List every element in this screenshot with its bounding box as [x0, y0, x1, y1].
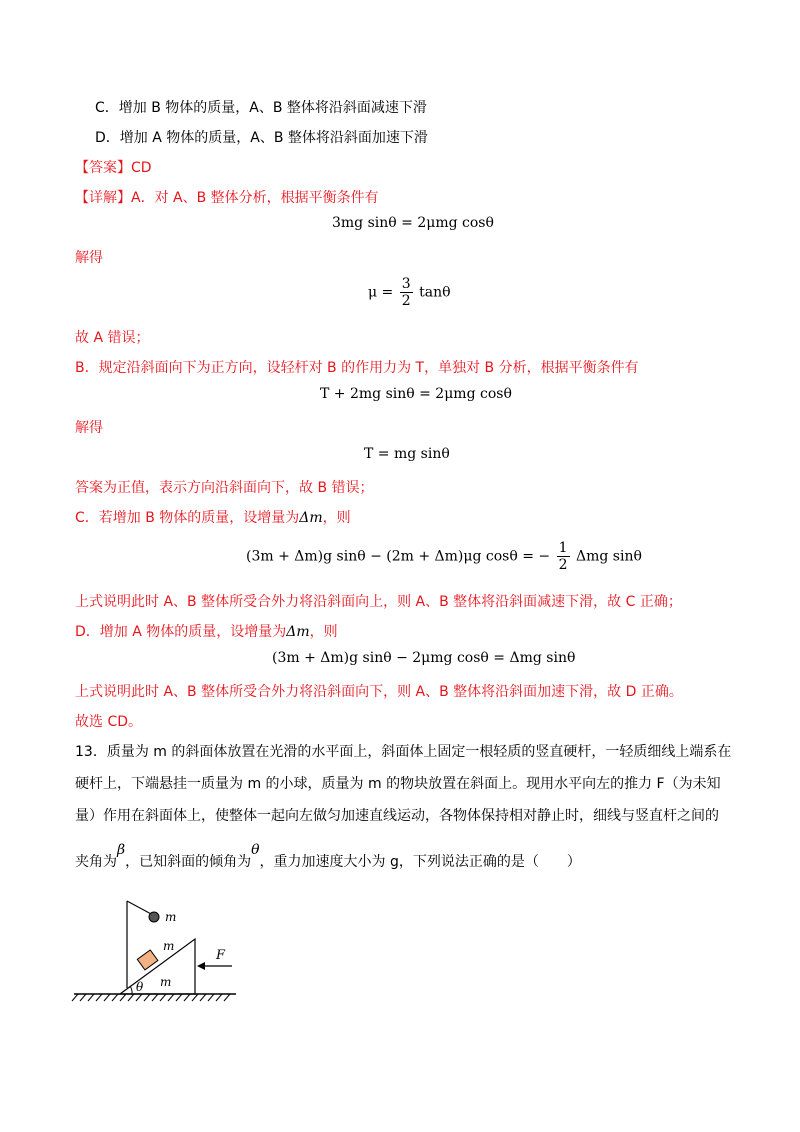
eq5-lhs: (3m + Δm)g sinθ − (2m + Δm)μg cosθ = −	[246, 548, 551, 565]
explanation-b-intro: B．规定沿斜面向下为正方向，设轻杆对 B 的作用力为 T，单独对 B 分析，根据平衡条件有	[75, 360, 639, 376]
final-choice: 故选 CD。	[75, 714, 143, 730]
eq5-fraction	[557, 540, 570, 573]
eq2-rhs: tanθ	[419, 284, 451, 301]
explanation-c-intro	[75, 508, 351, 528]
question-13-line-2: 硬杆上，下端悬挂一质量为 m 的小球，质量为 m 的物块放置在斜面上。现用水平向左的推力 F（为未知	[75, 776, 721, 792]
string	[127, 901, 153, 915]
block-group	[137, 950, 158, 970]
b-conclusion: 答案为正值，表示方向沿斜面向下，故 B 错误；	[75, 480, 374, 496]
equation-2	[368, 276, 451, 309]
theta-symbol: θ	[251, 842, 260, 858]
block	[137, 950, 158, 970]
incline-body	[120, 939, 195, 994]
equation-4: T = mg sinθ	[364, 446, 450, 462]
equation-3: T + 2mg sinθ = 2μmg cosθ	[320, 386, 512, 402]
equation-1: 3mg sinθ = 2μmg cosθ	[332, 215, 494, 231]
force-label: F	[216, 948, 226, 963]
ball	[149, 912, 159, 922]
angle-label: θ	[136, 980, 144, 994]
jiede-1: 解得	[75, 250, 103, 266]
q13-line4-c: ，重力加速度大小为 g，下列说法正确的是（ ）	[259, 854, 581, 870]
beta-symbol: β	[117, 842, 126, 858]
d-intro-tail: ，则	[309, 624, 338, 640]
eq5-rhs: Δmg sinθ	[575, 548, 642, 565]
eq2-denominator: 2	[401, 293, 411, 309]
c-delta-m: Δm	[299, 510, 323, 526]
ground-hatching	[72, 994, 230, 1001]
eq2-numerator: 3	[401, 276, 411, 292]
c-intro-text: C．若增加 B 物体的质量，设增量为	[75, 510, 300, 526]
explanation-d-intro	[75, 622, 338, 642]
ball-label: m	[165, 910, 177, 924]
d-conclusion: 上式说明此时 A、B 整体所受合外力将沿斜面向下，则 A、B 整体将沿斜面加速下滑，故 D 正确。	[75, 684, 683, 700]
equation-5	[246, 540, 642, 573]
c-intro-tail: ，则	[322, 510, 351, 526]
a-conclusion: 故 A 错误；	[75, 330, 150, 346]
eq5-numerator: 1	[558, 540, 568, 556]
d-intro-text: D．增加 A 物体的质量，设增量为	[75, 624, 287, 640]
eq5-denominator: 2	[558, 557, 568, 573]
question-13-line-4	[75, 842, 581, 872]
force-arrow-head	[197, 962, 205, 970]
option-d: D．增加 A 物体的质量，A、B 整体将沿斜面加速下滑	[95, 130, 428, 146]
explanation-a-intro: 【详解】A．对 A、B 整体分析，根据平衡条件有	[75, 190, 379, 206]
question-13-line-3: 量）作用在斜面体上，使整体一起向左做匀加速直线运动，各物体保持相对静止时，细线与竖直杆之间的	[75, 808, 719, 824]
incline-label: m	[160, 975, 172, 989]
c-conclusion: 上式说明此时 A、B 整体所受合外力将沿斜面向上，则 A、B 整体将沿斜面减速下滑，故 C 正确；	[75, 594, 682, 610]
incline-diagram-svg	[70, 890, 240, 1010]
incline-diagram	[70, 890, 240, 1014]
q13-line4-a: 夹角为	[75, 854, 117, 870]
answer-label: 【答案】CD	[75, 160, 152, 176]
option-c: C．增加 B 物体的质量，A、B 整体将沿斜面减速下滑	[95, 100, 427, 116]
jiede-2: 解得	[75, 420, 103, 436]
angle-arc	[130, 986, 132, 994]
q13-line4-b: ，已知斜面的倾角为	[125, 854, 252, 870]
eq2-fraction	[400, 276, 413, 309]
d-delta-m: Δm	[286, 624, 310, 640]
eq2-lhs: μ =	[368, 284, 394, 301]
block-label: m	[163, 939, 175, 953]
equation-6: (3m + Δm)g sinθ − 2μmg cosθ = Δmg sinθ	[272, 650, 576, 666]
question-13-line-1: 13．质量为 m 的斜面体放置在光滑的水平面上，斜面体上固定一根轻质的竖直硬杆，一轻质细线上端系在	[75, 744, 732, 760]
